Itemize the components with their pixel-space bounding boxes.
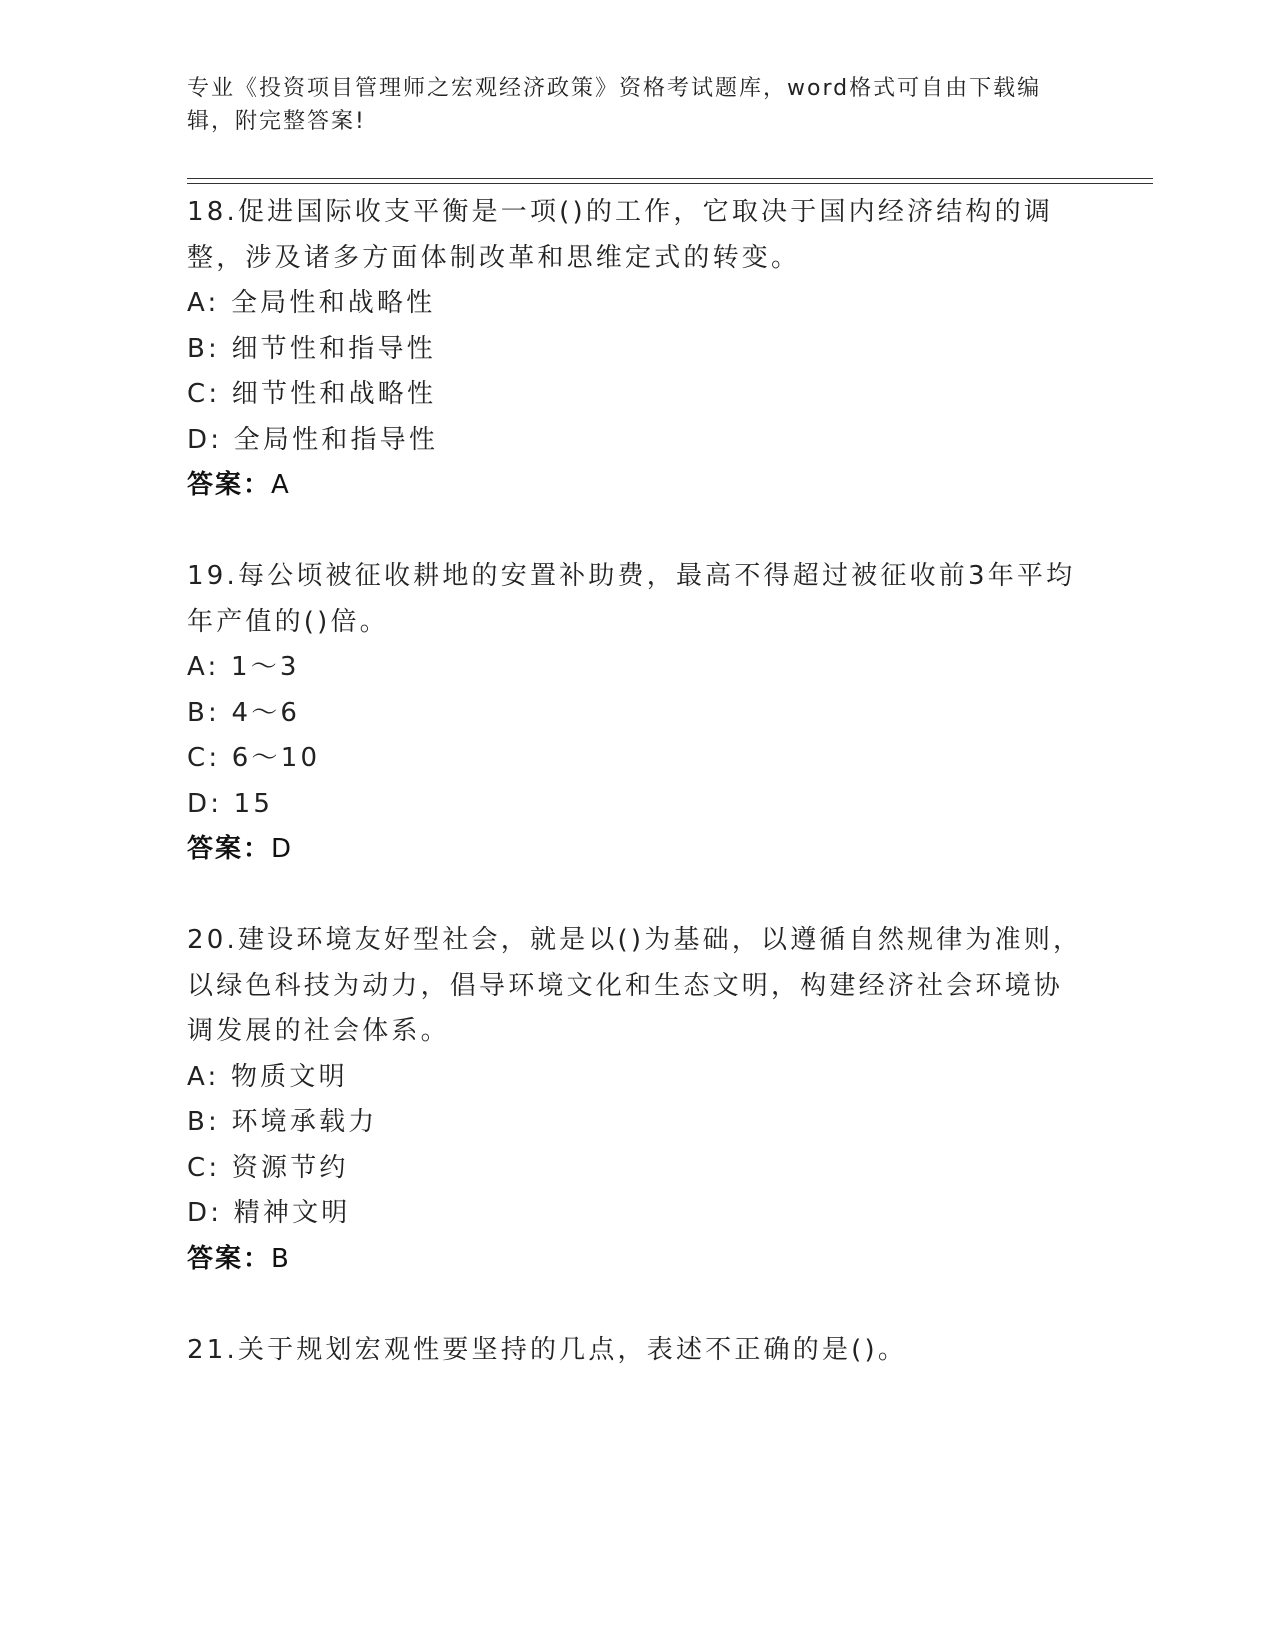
question-19 [187, 554, 1087, 873]
question-18 [187, 190, 1087, 509]
question-21 [187, 1328, 1087, 1374]
option-a: A: 全局性和战略性 [187, 288, 436, 318]
header-line-2: 辑，附完整答案! [187, 109, 366, 134]
answer-value: D [271, 834, 294, 864]
answer-line: 答案：A [187, 470, 291, 500]
option-c: C: 细节性和战略性 [187, 379, 437, 409]
answer-line: 答案：B [187, 1243, 291, 1274]
question-stem: 21.关于规划宏观性要坚持的几点，表述不正确的是()。 [187, 1334, 908, 1365]
option-b: B: 细节性和指导性 [187, 333, 436, 364]
header-line-1: 专业《投资项目管理师之宏观经济政策》资格考试题库，word格式可自由下载编 [187, 76, 1042, 101]
answer-value: A [271, 470, 291, 500]
option-d: D: 15 [187, 788, 274, 819]
question-stem: 19.每公顷被征收耕地的安置补助费，最高不得超过被征收前3年平均年产值的()倍。 [187, 561, 1076, 637]
answer-value: B [271, 1243, 291, 1274]
question-stem: 20.建设环境友好型社会，就是以()为基础，以遵循自然规律为准则，以绿色科技为动力，倡导环境文化和生态文明，构建经济社会环境协调发展的社会体系。 [187, 925, 1083, 1046]
header-divider-top [187, 178, 1153, 179]
option-a: A: 1～3 [187, 652, 300, 682]
option-a: A: 物质文明 [187, 1061, 348, 1092]
option-d: D: 精神文明 [187, 1198, 351, 1228]
option-c: C: 资源节约 [187, 1152, 349, 1183]
question-list [187, 190, 1087, 1373]
question-20 [187, 918, 1087, 1282]
question-stem: 18.促进国际收支平衡是一项()的工作，它取决于国内经济结构的调整，涉及诸多方面体制改革和思维定式的转变。 [187, 197, 1054, 273]
option-b: B: 4～6 [187, 697, 301, 728]
header-divider-bottom [187, 183, 1153, 184]
option-d: D: 全局性和指导性 [187, 424, 439, 455]
option-c: C: 6～10 [187, 743, 321, 773]
option-b: B: 环境承载力 [187, 1107, 378, 1137]
answer-line: 答案：D [187, 834, 294, 864]
document-header [187, 72, 1087, 138]
